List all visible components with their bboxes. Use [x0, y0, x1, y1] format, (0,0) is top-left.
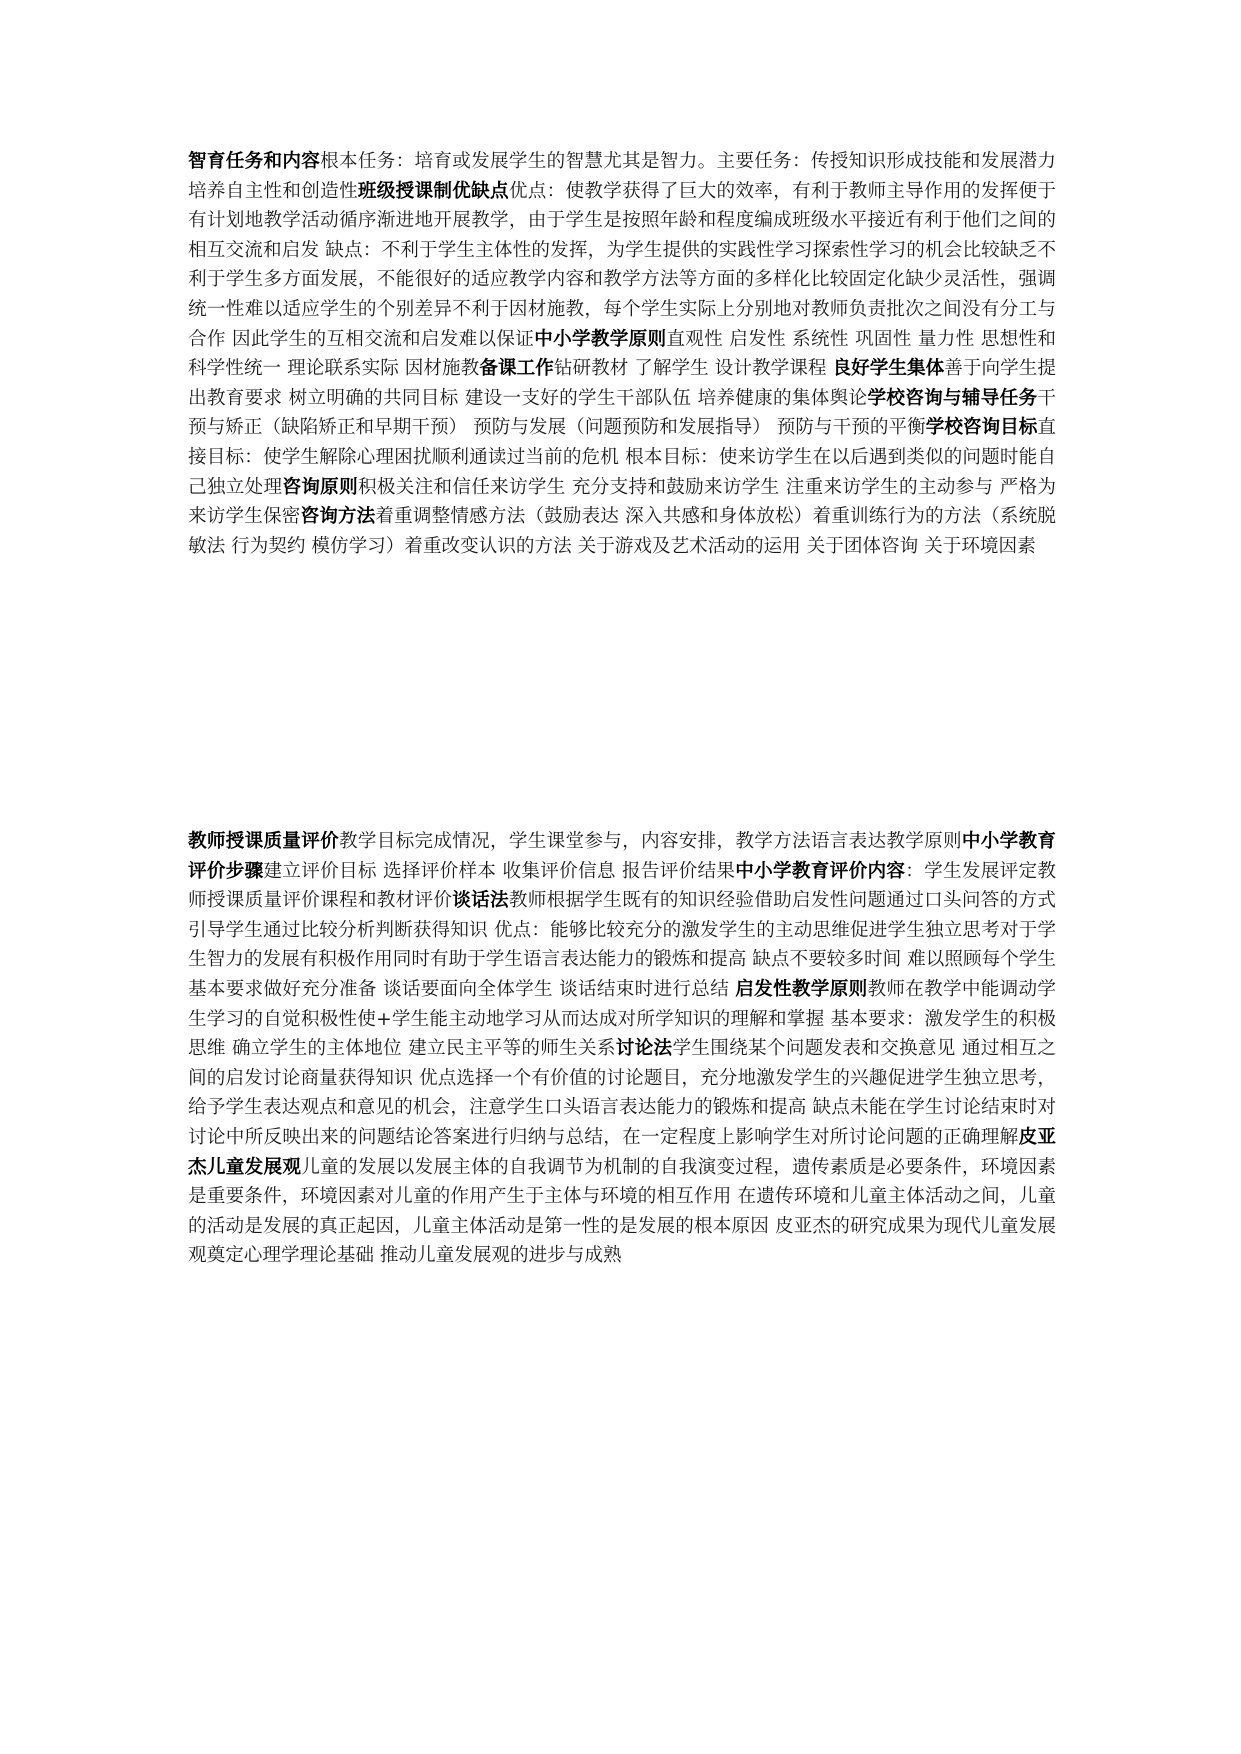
- body-text: 直接目标：使学生解除心理困扰顺利通读过当前的危机 根本目标：使来访学生在以后遇到类似的问题时能自己独立处理: [188, 417, 1056, 498]
- body-text: 干预与矫正（缺陷矫正和早期干预） 预防与发展（问题预防和发展指导） 预防与干预的平衡: [188, 387, 1056, 439]
- heading-counseling-tasks: 学校咨询与辅导任务: [867, 387, 1038, 409]
- body-text: 教师在教学中能调动学生学习的自觉积极性使+学生能主动地学习从而达成对所学知识的理解和掌握 基本要求：激发学生的积极思维 确立学生的主体地位 建立民主平等的师生关系: [188, 978, 1056, 1060]
- heading-conversation-method: 谈话法: [452, 890, 509, 912]
- body-text: 建立评价目标 选择评价样本 收集评价信息 报告评价结果: [263, 860, 736, 882]
- body-text: 儿童的发展以发展主体的自我调节为机制的自我演变过程，遗传素质是必要条件，环境因素是重要条件，环境因素对儿童的作用产生于主体与环境的相互作用 在遗传环境和儿童主体活动之间，儿童的活动是发展的真正起因，儿童主体活动是第一性的是发展的根本原因 皮亚杰的研究成果为现代儿童发展观奠定心理学理论基础 推动儿童发展观的进步与成熟: [188, 1156, 1056, 1267]
- paragraph-1: [188, 147, 1056, 561]
- body-text: 积极关注和信任来访学生 充分支持和鼓励来访学生 注重来访学生的主动参与 严格为来访学生保密: [188, 476, 1056, 528]
- heading-class-teaching-pros-cons: 班级授课制优缺点: [357, 180, 509, 202]
- heading-heuristic-principle: 启发性教学原则: [735, 978, 868, 1000]
- body-text: 善于向学生提出教育要求 树立明确的共同目标 建设一支好的学生干部队伍 培养健康的集体舆论: [188, 358, 1056, 409]
- body-text: 直观性 启发性 系统性 巩固性 量力性 思想性和科学性统一 理论联系实际 因材施教: [188, 328, 1056, 380]
- heading-counseling-methods: 咨询方法: [300, 506, 376, 528]
- heading-intellectual-education-tasks: 智育任务和内容: [188, 151, 321, 172]
- heading-discussion-method: 讨论法: [615, 1038, 673, 1060]
- body-text: ：学生发展评定教师授课质量评价课程和教材评价: [188, 860, 1056, 912]
- body-text: 教师根据学生既有的知识经验借助启发性问题通过口头问答的方式引导学生通过比较分析判断获得知识 优点：能够比较充分的激发学生的主动思维促进学生独立思考对于学生智力的发展有积极作用同时有助于学生语言表达能力的锻炼和提高 缺点不要较多时间 难以照顾每个学生 基本要求做好充分准备 谈话要面向全体学生 谈话结束时进行总结: [188, 890, 1056, 1000]
- body-text: 根本任务：培育或发展学生的智慧尤其是智力。主要任务：传授知识形成技能和发展潜力培养自主性和创造性: [188, 151, 1056, 202]
- body-text: 优点：使教学获得了巨大的效率，有利于教师主导作用的发挥便于有计划地教学活动循序渐进地开展教学，由于学生是按照年龄和程度编成班级水平接近有利于他们之间的相互交流和启发 缺点：不利于学生主体性的发挥，为学生提供的实践性学习探索性学习的机会比较缺乏不利于学生多方面发展，不能很好的适应教学内容和教学方法等方面的多样化比较固定化缺少灵活性，强调统一性难以适应学生的个别差异不利于因材施教，每个学生实际上分别地对教师负责批次之间没有分工与合作 因此学生的互相交流和启发难以保证: [188, 180, 1056, 350]
- body-text: 着重调整情感方法（鼓励表达 深入共感和身体放松）着重训练行为的方法（系统脱敏法 行为契约 模仿学习）着重改变认识的方法 关于游戏及艺术活动的运用 关于团体咨询 关于环境因素: [188, 506, 1056, 557]
- body-text: 钻研教材 了解学生 设计教学课程: [553, 358, 833, 380]
- heading-piaget-child-development: 皮亚杰儿童发展观: [188, 1126, 1056, 1178]
- heading-evaluation-content: 中小学教育评价内容: [735, 860, 906, 882]
- body-text: 教学目标完成情况，学生课堂参与，内容安排，教学方法语言表达教学原则: [339, 831, 962, 852]
- heading-evaluation-steps: 中小学教育评价步骤: [188, 831, 1056, 882]
- heading-teaching-principles: 中小学教学原则: [534, 328, 667, 350]
- heading-good-student-collective: 良好学生集体: [832, 358, 945, 380]
- heading-teaching-quality-evaluation: 教师授课质量评价: [188, 831, 339, 852]
- paragraph-2: [188, 827, 1056, 1271]
- heading-lesson-preparation: 备课工作: [479, 358, 554, 380]
- body-text: 学生围绕某个问题发表和交换意见 通过相互之间的启发讨论商量获得知识 优点选择一个有价值的讨论题目，充分地激发学生的兴趣促进学生独立思考，给予学生表达观点和意见的机会，注意学生口头语言表达能力的锻炼和提高 缺点未能在学生讨论结束时对讨论中所反映出来的问题结论答案进行归纳与总结，在一定程度上影响学生对所讨论问题的正确理解: [188, 1038, 1056, 1148]
- heading-counseling-principles: 咨询原则: [282, 476, 358, 498]
- heading-counseling-goals: 学校咨询目标: [925, 417, 1038, 439]
